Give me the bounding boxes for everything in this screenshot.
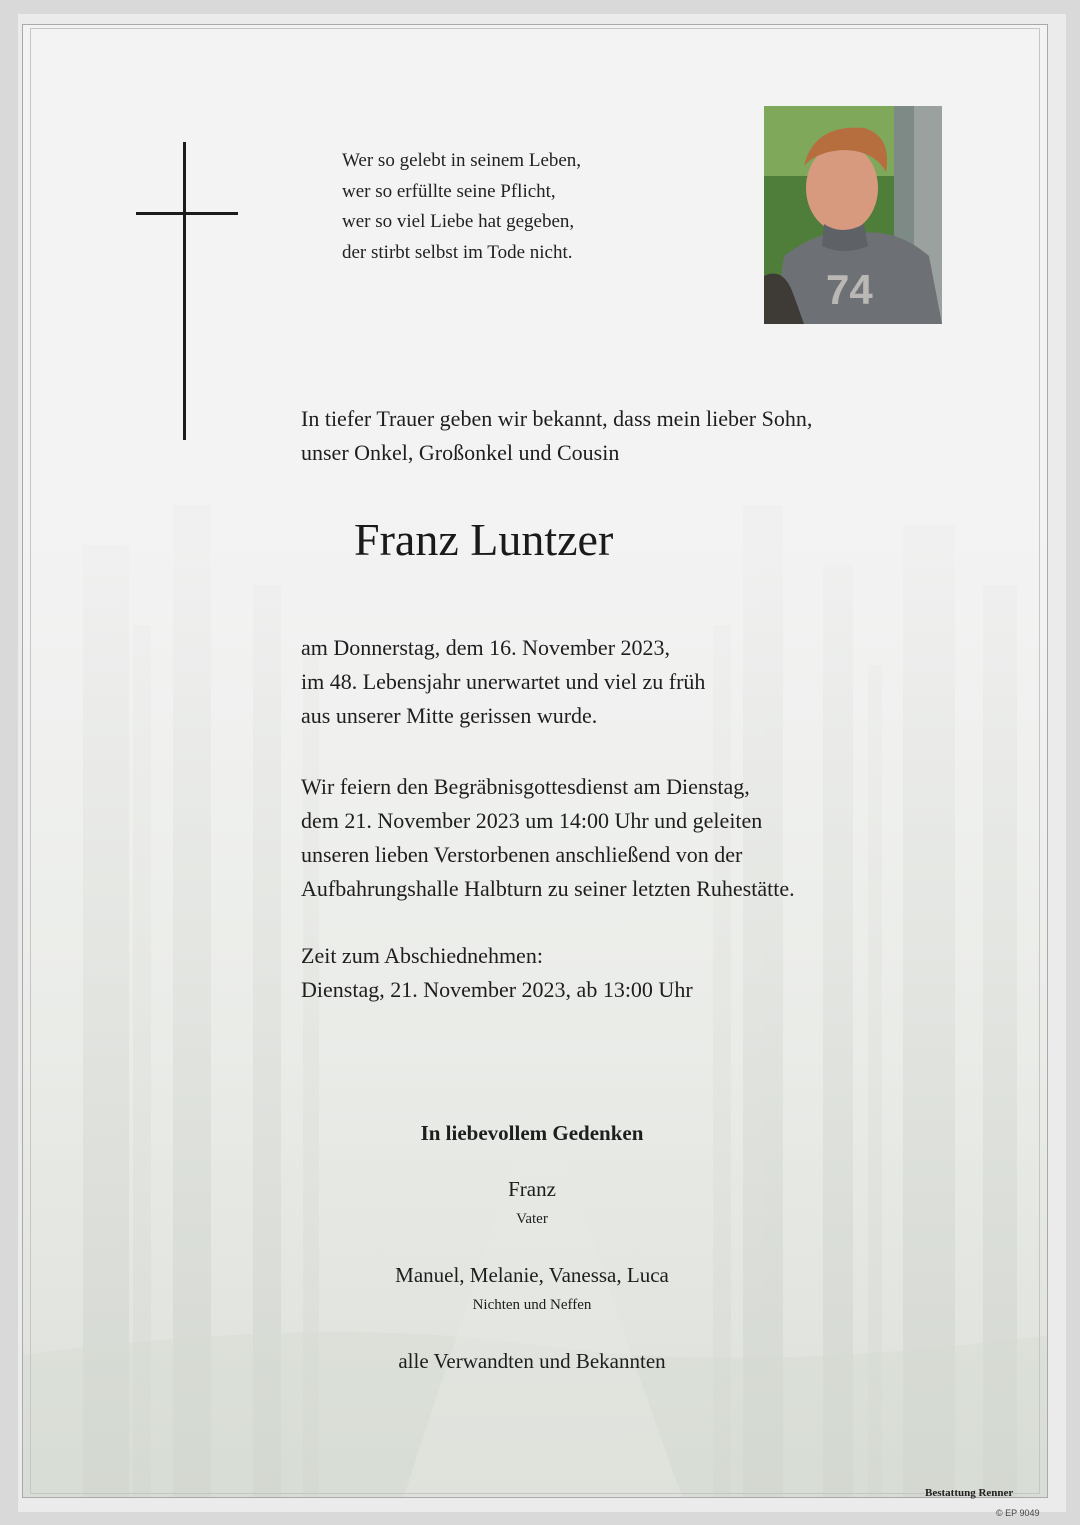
intro-line: In tiefer Trauer geben wir bekannt, dass mein lieber Sohn,: [301, 406, 813, 431]
funeral-line: dem 21. November 2023 um 14:00 Uhr und geleiten: [301, 808, 763, 833]
viewing-text: [301, 939, 693, 1007]
mourner-names: alle Verwandten und Bekannten: [398, 1349, 666, 1373]
intro-text: [301, 402, 812, 470]
mourner-role: Vater: [516, 1211, 548, 1227]
latin-cross-icon: [183, 142, 186, 440]
deceased-name: Franz Luntzer: [354, 514, 614, 565]
mourner-role: Nichten und Neffen: [472, 1297, 592, 1313]
mourner-names: Franz: [508, 1177, 556, 1201]
death-line: am Donnerstag, dem 16. November 2023,: [301, 635, 671, 660]
undertaker-name: Bestattung Renner: [925, 1487, 1014, 1499]
death-line: aus unserer Mitte gerissen wurde.: [301, 703, 598, 728]
funeral-line: Aufbahrungshalle Halbturn zu seiner letzten Ruhestätte.: [301, 876, 795, 901]
death-text: [301, 631, 705, 733]
photo-jersey-number: 74: [826, 266, 873, 313]
viewing-line: Dienstag, 21. November 2023, ab 13:00 Uhr: [301, 977, 693, 1002]
poem-line: Wer so gelebt in seinem Leben,: [342, 150, 582, 171]
intro-line: unser Onkel, Großonkel und Cousin: [301, 440, 620, 465]
poem-line: wer so viel Liebe hat gegeben,: [342, 211, 575, 232]
memory-heading: In liebevollem Gedenken: [420, 1121, 644, 1145]
latin-cross-icon-bar: [136, 212, 238, 215]
mourner-names: Manuel, Melanie, Vanessa, Luca: [395, 1263, 669, 1287]
memorial-poem: [342, 146, 581, 268]
viewing-line: Zeit zum Abschiednehmen:: [301, 943, 543, 968]
portrait-photo: [764, 106, 942, 324]
poem-line: wer so erfüllte seine Pflicht,: [342, 180, 556, 202]
product-code: © EP 9049: [996, 1508, 1040, 1518]
poem-line: der stirbt selbst im Tode nicht.: [342, 241, 573, 263]
death-line: im 48. Lebensjahr unerwartet und viel zu früh: [301, 669, 706, 694]
funeral-line: unseren lieben Verstorbenen anschließend von der: [301, 842, 743, 867]
funeral-line: Wir feiern den Begräbnisgottesdienst am Dienstag,: [301, 774, 750, 799]
funeral-text: [301, 770, 795, 906]
